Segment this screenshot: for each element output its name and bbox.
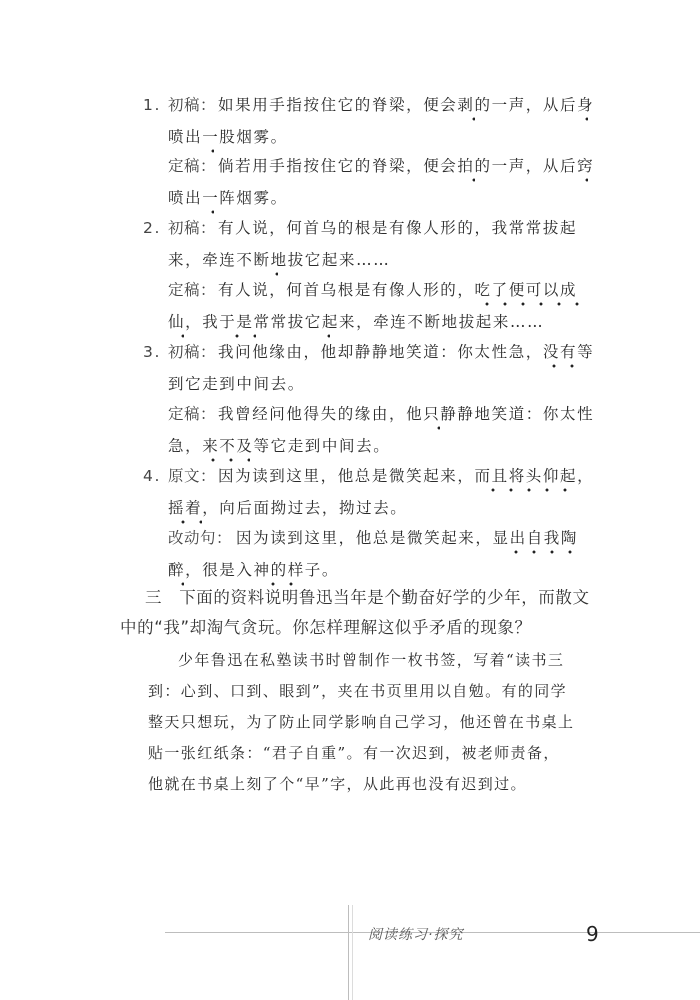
revised-text-line-2: 醉，很是入神的样子。 — [168, 561, 340, 579]
emphasis-dots — [507, 550, 585, 554]
emphasis-dots — [204, 149, 214, 153]
draft-text-line-2: 来，牵连不断地拔它起来…… — [168, 251, 391, 269]
section-title: 阅读练习·探究 — [368, 927, 464, 943]
footer-vertical-rule — [352, 905, 353, 1000]
material-line-4: 贴一张红纸条：“君子自重”。有一次迟到，被老师责备， — [148, 744, 560, 762]
emphasis-dots — [174, 582, 184, 586]
emphasis-dots — [578, 117, 588, 121]
draft-text-line-1: 我问他缘由，他却静静地笑道：你太性急，没有等 — [218, 343, 595, 361]
page-number: 9 — [586, 922, 599, 946]
material-line-1: 少年鲁迅在私塾读书时曾制作一枚书签，写着“读书三 — [178, 651, 565, 669]
emphasis-dots — [545, 364, 575, 368]
emphasis-dots — [268, 272, 278, 276]
final-text-line-1: 有人说，何首乌根是有像人形的，吃了便可以成 — [218, 281, 578, 299]
emphasis-dots — [228, 334, 256, 338]
emphasis-dots — [465, 178, 475, 182]
emphasis-dots — [320, 334, 330, 338]
final-text-line-2: 急，来不及等它走到中间去。 — [168, 437, 391, 455]
footer-vertical-rule — [348, 905, 349, 1000]
draft-text-line-1: 有人说，何首乌的根是有像人形的，我常常拔起 — [218, 219, 578, 237]
item-number: 3. — [143, 343, 161, 361]
draft-label: 初稿： — [168, 343, 217, 361]
emphasis-dots — [204, 210, 214, 214]
item-number: 1. — [143, 96, 161, 114]
emphasis-dots — [174, 334, 184, 338]
final-text-line-1: 倘若用手指按住它的脊梁，便会拍的一声，从后窍 — [218, 157, 595, 175]
emphasis-dots — [465, 117, 475, 121]
item-number: 4. — [143, 467, 161, 485]
final-text-line-2: 仙，我于是常常拔它起来，牵连不断地拔起来…… — [168, 313, 545, 331]
original-text-line-2: 摇着，向后面拗过去，拗过去。 — [168, 499, 408, 517]
material-line-2: 到：心到、口到、眼到”，夹在书页里用以自勉。有的同学 — [148, 682, 568, 700]
item-number: 2. — [143, 219, 161, 237]
draft-text-line-2: 喷出一股烟雾。 — [168, 128, 288, 146]
emphasis-dots — [204, 458, 250, 462]
revised-label: 改动句： — [168, 529, 233, 547]
original-label: 原文： — [168, 467, 217, 485]
material-line-3: 整天只想玩，为了防止同学影响自己学习，他还曾在书桌上 — [148, 713, 575, 731]
draft-text-line-2: 到它走到中间去。 — [168, 375, 305, 393]
final-label: 定稿： — [168, 281, 217, 299]
question-line-1: 三 下面的资料说明鲁迅当年是个勤奋好学的少年，而散文 — [145, 588, 590, 607]
material-line-5: 他就在书桌上刻了个“早”字，从此再也没有迟到过。 — [148, 775, 527, 793]
emphasis-dots — [174, 520, 202, 524]
final-label: 定稿： — [168, 157, 217, 175]
final-label: 定稿： — [168, 405, 217, 423]
draft-label: 初稿： — [168, 219, 217, 237]
question-line-2: 中的“我”却淘气贪玩。你怎样理解这似乎矛盾的现象？ — [120, 618, 532, 637]
emphasis-dots — [264, 582, 302, 586]
final-text-line-1: 我曾经问他得失的缘由，他只静静地笑道：你太性 — [218, 405, 595, 423]
emphasis-dots — [484, 488, 578, 492]
final-text-line-2: 喷出一阵烟雾。 — [168, 189, 288, 207]
emphasis-dots — [430, 426, 440, 430]
emphasis-dots — [478, 302, 588, 306]
revised-text-line-1: 因为读到这里，他总是微笑起来，显出自我陶 — [236, 529, 579, 547]
draft-text-line-1: 如果用手指按住它的脊梁，便会剥的一声，从后身 — [218, 96, 595, 114]
draft-label: 初稿： — [168, 96, 217, 114]
original-text-line-1: 因为读到这里，他总是微笑起来，而且将头仰起， — [218, 467, 595, 485]
emphasis-dots — [578, 178, 588, 182]
